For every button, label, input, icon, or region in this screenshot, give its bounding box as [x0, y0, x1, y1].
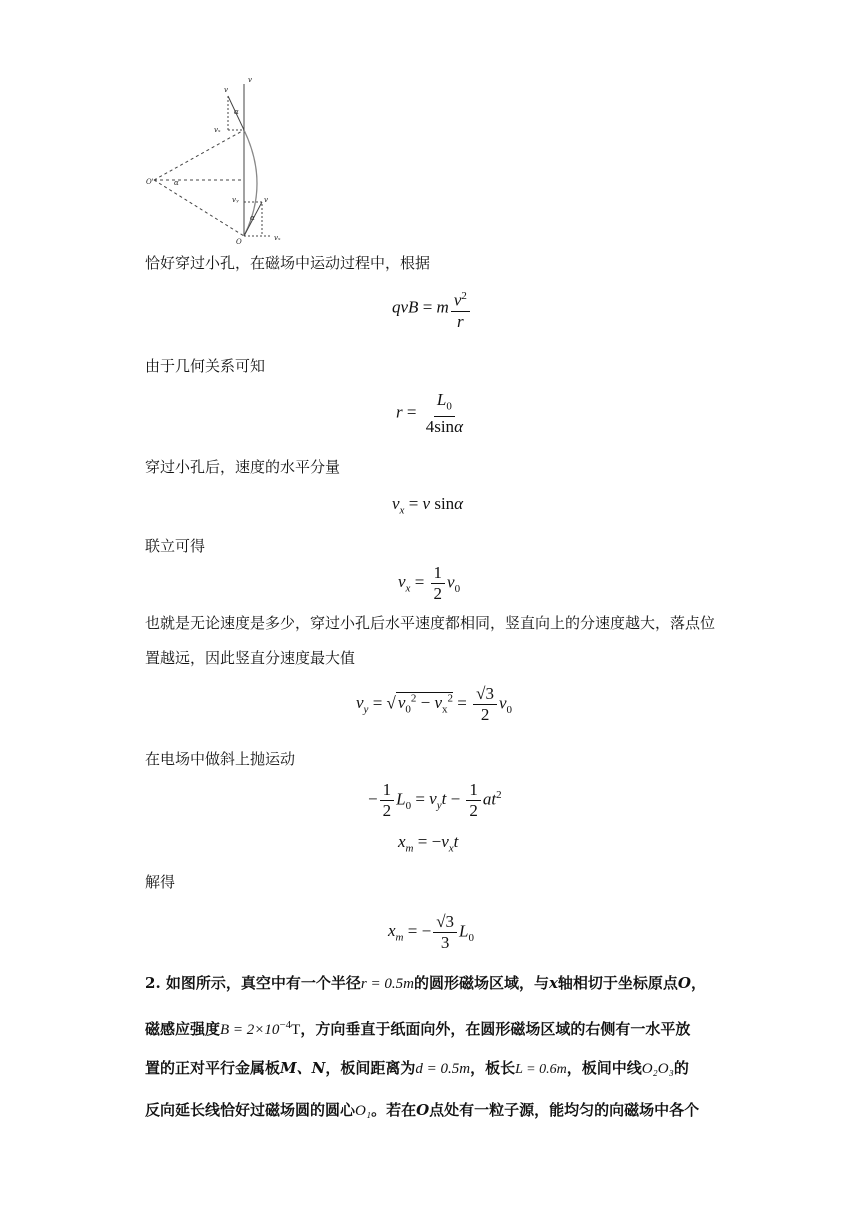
para-3: 穿过小孔后，速度的水平分量: [145, 458, 341, 476]
equation-lorentz: qvB = m $\frac{v^2}{r}$: [392, 286, 472, 332]
para-1: 恰好穿过小孔，在磁场中运动过程中，根据: [145, 254, 431, 272]
label-alpha-lower: α: [250, 214, 255, 222]
para-7: 解得: [145, 873, 176, 891]
equation-projectile: − $\frac{1}{2}$ $L_0 = v_yt$ − $\frac{1}{2}$ $at^2$: [368, 780, 502, 820]
velocity-diagram: [140, 74, 300, 244]
label-vx-lower: vₓ: [274, 234, 281, 242]
label-o-prime: O': [146, 178, 154, 186]
equation-xm: $x_m = -v_xt$: [398, 832, 459, 855]
label-alpha-upper: α: [234, 108, 239, 116]
dashed-line-upper: [154, 130, 244, 180]
label-v-lower: v: [264, 196, 268, 204]
para-5a: 也就是无论速度是多少，穿过小孔后水平速度都相同，竖直向上的分速度越大，落点位: [145, 614, 716, 632]
label-v-top: v: [248, 76, 252, 84]
problem2-line4: 反向延长线恰好过磁场圆的圆心O₁。若在O点处有一粒子源，能均匀的向磁场中各个: [145, 1101, 700, 1119]
label-alpha-origin: α: [174, 179, 179, 187]
label-vy-lower: vᵧ: [232, 196, 239, 204]
label-vx-upper: vₓ: [214, 126, 221, 134]
equation-result: $x_m$ = − $\frac{√3}{3}$ $L_0$: [388, 912, 474, 952]
para-5b: 置越远，因此竖直分速度最大值: [145, 649, 356, 667]
dashed-line-lower: [154, 180, 244, 236]
para-6: 在电场中做斜上抛运动: [145, 750, 296, 768]
problem2-line3: 置的正对平行金属板M、N，板间距离为d = 0.5m，板长L = 0.6m，板间中线O₂O₃的: [145, 1059, 689, 1077]
para-2: 由于几何关系可知: [145, 357, 266, 375]
equation-vx: $v_x = v$ sinα: [392, 494, 464, 517]
problem2-line2: 磁感应强度$B = 2\times 10^{-4}T$，方向垂直于纸面向外，在圆形磁场区域的右侧有一水平放: [145, 1019, 691, 1038]
equation-vy-max: $v_y$ = √ $v_0^2 - v_x^2$ = $\frac{√3}{2}$ $v_0$: [356, 684, 513, 724]
equation-radius: r = $\frac{L_0}{4\sin\alpha}$: [396, 390, 463, 437]
para-4: 联立可得: [145, 537, 206, 555]
label-o: O: [236, 238, 242, 244]
label-v-upper: v: [224, 86, 228, 94]
equation-vx-half: $v_x$ = $\frac{1}{2}$ $v_0$: [398, 563, 461, 603]
problem2-line1: 2. 如图所示，真空中有一个半径r = 0.5m的圆形磁场区域，与x轴相切于坐标原点O，: [145, 974, 707, 992]
